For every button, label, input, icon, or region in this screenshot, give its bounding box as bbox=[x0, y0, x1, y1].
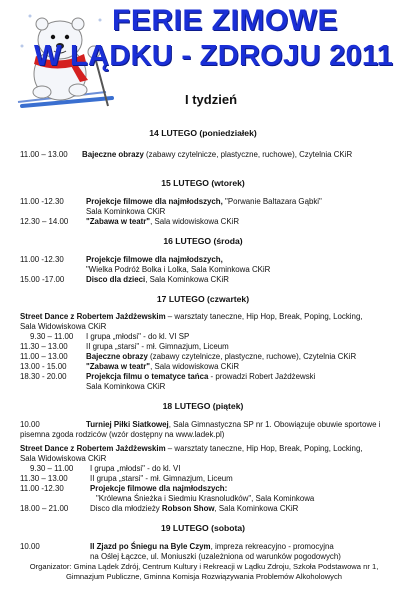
event-description: "Zabawa w teatr", Sala widowiskowa CKiR bbox=[86, 217, 240, 226]
event-description: Projekcje filmowe dla najmłodszych, bbox=[86, 255, 223, 264]
event-intro: Street Dance z Robertem Jażdżewskim – warsztaty taneczne, Hip Hop, Break, Poping, Locking, bbox=[20, 312, 363, 321]
event-description: Bajeczne obrazy (zabawy czytelnicze, plastyczne, ruchowe), Czytelnia CKiR bbox=[86, 352, 357, 361]
event-time: 10.00 bbox=[20, 420, 40, 429]
event-description: II Zjazd po Śniegu na Byle Czym, impreza rekreacyjno - promocyjna bbox=[90, 542, 334, 551]
event-time: 18.30 - 20.00 bbox=[20, 372, 67, 381]
event-location: na Oślej Łączce, ul. Moniuszki (uzależniona od warunków pogodowych) bbox=[90, 552, 341, 561]
title-line-2: W LĄDKU - ZDROJU 2011 bbox=[34, 40, 394, 72]
title-line-1: FERIE ZIMOWE bbox=[112, 4, 338, 37]
event-description: Projekcje filmowe dla najmłodszych: bbox=[90, 484, 228, 493]
event-time: 11.00 -12.30 bbox=[20, 484, 64, 493]
event-description: "Zabawa w teatr", Sala widowiskowa CKiR bbox=[86, 362, 240, 371]
event-time: 11.30 – 13.00 bbox=[20, 342, 68, 351]
event-time: 18.00 – 21.00 bbox=[20, 504, 69, 513]
event-description: Projekcja filmu o tematyce tańca - prowadzi Robert Jażdżewski bbox=[86, 372, 316, 381]
footer-organizers bbox=[8, 562, 400, 581]
event-description: I grupa „młodsi" - do kl. VI SP bbox=[86, 332, 190, 341]
week-label: I tydzień bbox=[185, 92, 238, 107]
event-description: Turniej Piłki Siatkowej, Sala Gimnastyczna SP nr 1. Obowiązuje obuwie sportowe i bbox=[86, 420, 381, 429]
event-intro: Street Dance z Robertem Jażdżewskim – warsztaty taneczne, Hip Hop, Break, Poping, Locking, bbox=[20, 444, 363, 453]
event-location: "Królewna Śnieżka i Siedmiu Krasnoludków", Sala Kominkowa bbox=[96, 494, 315, 503]
footer-line-2: Gimnazjum Publiczne, Gminna Komisja Rozwiązywania Problemów Alkoholowych bbox=[65, 571, 343, 581]
event-time: 9.30 – 11.00 bbox=[30, 464, 74, 473]
event-location: Sala Kominkowa CKiR bbox=[86, 207, 166, 216]
event-location: Sala Widowiskowa CKiR bbox=[20, 322, 107, 331]
event-location: Sala Widowiskowa CKiR bbox=[20, 454, 107, 463]
day-heading: 15 LUTEGO (wtorek) bbox=[161, 178, 245, 188]
footer-line-1: Organizator: Gmina Lądek Zdrój, Centrum Kultury i Rekreacji w Lądku Zdroju, Szkoła Podstawowa nr 1, bbox=[29, 562, 379, 571]
event-description: II grupa „starsi" - mł. Gimnazjum, Liceum bbox=[86, 342, 229, 351]
day-heading: 17 LUTEGO (czwartek) bbox=[156, 294, 250, 304]
day-heading: 19 LUTEGO (sobota) bbox=[160, 523, 246, 533]
event-note: pisemna zgoda rodziców (wzór dostępny na www.ladek.pl) bbox=[20, 430, 225, 439]
event-description: Disco dla dzieci, Sala Kominkowa CKiR bbox=[86, 275, 229, 284]
event-description: I grupa „młodsi" - do kl. VI bbox=[90, 464, 181, 473]
event-location: Sala Kominkowa CKiR bbox=[86, 382, 166, 391]
event-description: Bajeczne obrazy (zabawy czytelnicze, plastyczne, ruchowe), Czytelnia CKiR bbox=[82, 150, 353, 159]
event-time: 11.00 -12.30 bbox=[20, 197, 64, 206]
event-description: Projekcje filmowe dla najmłodszych, "Porwanie Baltazara Gąbki" bbox=[86, 197, 322, 206]
event-time: 11.30 – 13.00 bbox=[20, 474, 68, 483]
event-time: 15.00 -17.00 bbox=[20, 275, 65, 284]
day-heading: 16 LUTEGO (środa) bbox=[163, 236, 243, 246]
header bbox=[0, 0, 406, 112]
day-heading: 14 LUTEGO (poniedziałek) bbox=[149, 128, 257, 138]
event-description: Disco dla młodzieży Robson Show, Sala Kominkowa CKiR bbox=[90, 504, 299, 513]
event-time: 11.00 – 13.00 bbox=[20, 150, 68, 159]
event-time: 9.30 – 11.00 bbox=[30, 332, 74, 341]
event-time: 10.00 bbox=[20, 542, 40, 551]
event-time: 12.30 – 14.00 bbox=[20, 217, 69, 226]
day-heading: 18 LUTEGO (piątek) bbox=[162, 401, 244, 411]
event-time: 11.00 – 13.00 bbox=[20, 352, 68, 361]
event-description: II grupa „starsi" - mł. Gimnazjum, Liceum bbox=[90, 474, 233, 483]
event-time: 13.00 - 15.00 bbox=[20, 362, 67, 371]
event-time: 11.00 -12.30 bbox=[20, 255, 64, 264]
event-location: "Wielka Podróż Bolka i Lolka, Sala Kominkowa CKiR bbox=[86, 265, 271, 274]
